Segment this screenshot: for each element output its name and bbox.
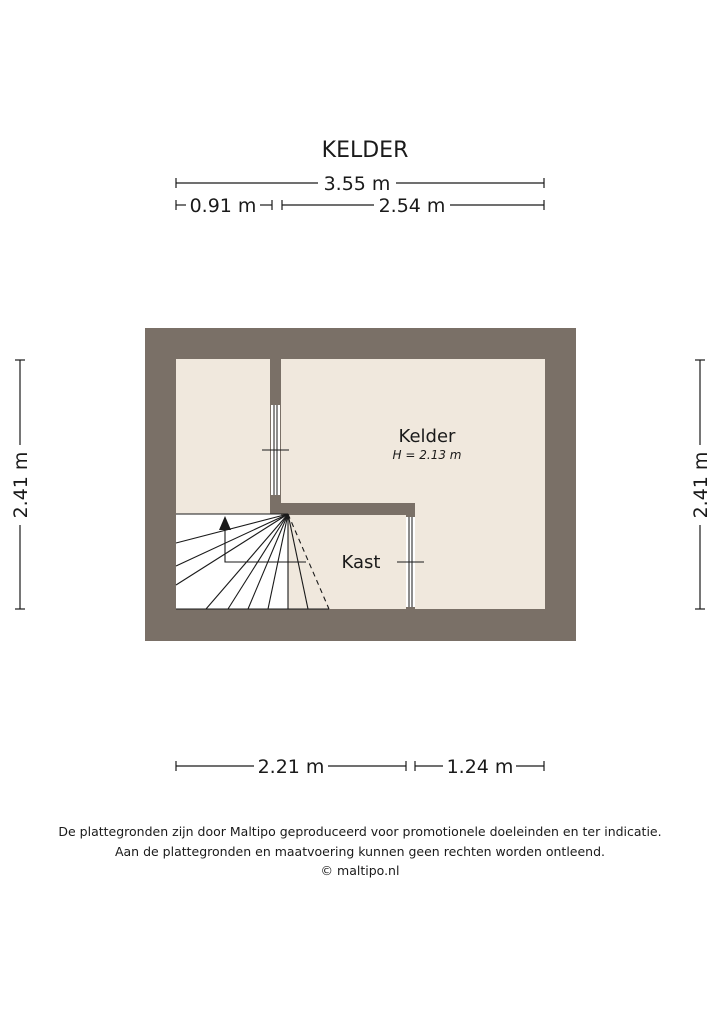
dimension-bottom-left-label: 2.21 m bbox=[257, 756, 325, 778]
dimension-right-label: 2.41 m bbox=[690, 451, 712, 519]
room-floor-left bbox=[176, 359, 270, 514]
disclaimer-copyright: © maltipo.nl bbox=[320, 863, 400, 878]
dimension-bottom-right-label: 1.24 m bbox=[446, 756, 514, 778]
room-label-kast: Kast bbox=[341, 552, 381, 573]
disclaimer-line-1: De plattegronden zijn door Maltipo geproduceerd voor promotionele doeleinden en ter indicatie. bbox=[58, 824, 662, 839]
room-height-kelder: H = 2.13 m bbox=[392, 448, 462, 462]
floor-title: KELDER bbox=[321, 138, 409, 163]
room-label-kelder: Kelder bbox=[398, 426, 456, 447]
room-floor-kelder-right bbox=[415, 503, 545, 609]
disclaimer-line-2: Aan de plattegronden en maatvoering kunnen geen rechten worden ontleend. bbox=[114, 844, 606, 859]
dimension-left-label: 2.41 m bbox=[10, 451, 32, 519]
dimension-top-right-label: 2.54 m bbox=[378, 195, 446, 217]
dimension-top-left-label: 0.91 m bbox=[189, 195, 257, 217]
dimension-top-total-label: 3.55 m bbox=[323, 173, 391, 195]
interior-wall-horizontal bbox=[281, 503, 415, 515]
